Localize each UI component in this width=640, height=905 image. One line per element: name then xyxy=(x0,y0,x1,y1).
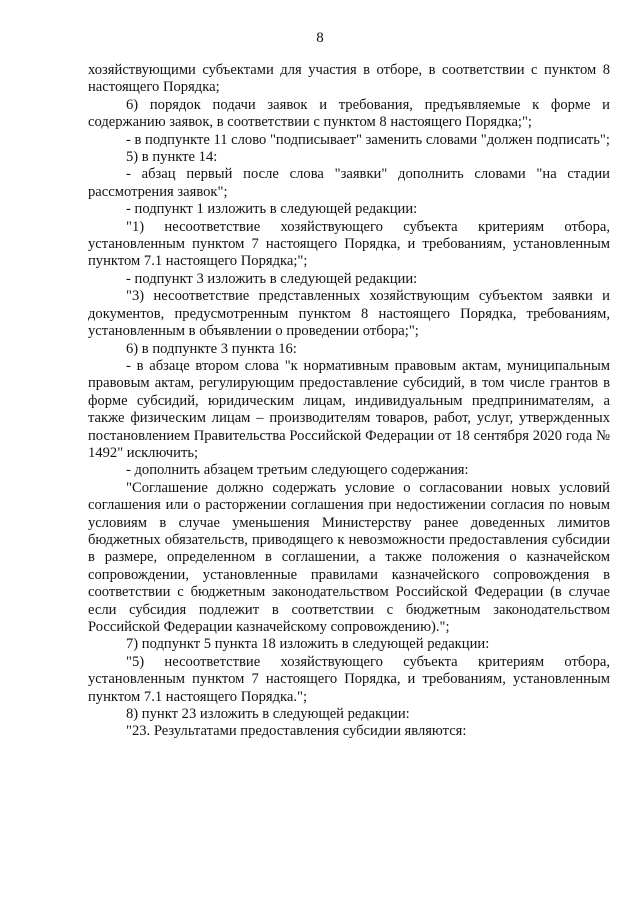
page-number: 8 xyxy=(316,30,324,46)
paragraph-9: "3) несоответствие представленных хозяйствующим субъектом заявки и документов, предусмотренным пунктом 8 настоящего Порядка, требованиям, установленным в объявлении о проведении отбора;"; xyxy=(88,288,610,340)
paragraph-17: "23. Результатами предоставления субсидии являются: xyxy=(126,723,467,740)
paragraph-1: хозяйствующими субъектами для участия в отборе, в соответствии с пунктом 8 настоящего Порядка; xyxy=(88,62,610,96)
paragraph-12: - дополнить абзацем третьим следующего содержания: xyxy=(126,462,469,479)
paragraph-13: "Соглашение должно содержать условие о согласовании новых условий соглашения или о расторжении соглашения при недостижении согласия по новым условиям в случае уменьшения Министерству ранее доведенных лимитов бюджетных обязательств, приводящего к невозможности предоставления субсидии в размере, определенном в соглашении, а также положения о казначейском сопровождении, установленные правилами казначейского сопровождения в соответствии с бюджетным законодательством Российской Федерации (в случае если субсидия подлежит в соответствии с бюджетным законодательством Российской Федерации казначейскому сопровождению)."; xyxy=(88,479,610,635)
paragraph-16: 8) пункт 23 изложить в следующей редакции: xyxy=(126,706,410,723)
paragraph-5: - абзац первый после слова "заявки" дополнить словами "на стадии рассмотрения заявок"; xyxy=(88,166,610,200)
paragraph-15: "5) несоответствие хозяйствующего субъекта критериям отбора, установленным пунктом 7 настоящего Порядка, и требованиям, установленным пунктом 7.1 настоящего Порядка."; xyxy=(88,653,610,705)
paragraph-11: - в абзаце втором слова "к нормативным правовым актам, муниципальным правовым актам, регулирующим предоставление субсидий, в том числе грантов в форме субсидий, юридическим лицам, индивидуальным предпринимателям, а также физическим лицам – производителям товаров, работ, услуг, утвержденных постановлением Правительства Российской Федерации от 18 сентября 2020 года № 1492" исключить; xyxy=(88,357,610,461)
paragraph-6: - подпункт 1 изложить в следующей редакции: xyxy=(126,201,418,218)
paragraph-2: 6) порядок подачи заявок и требования, предъявляемые к форме и содержанию заявок, в соответствии с пунктом 8 настоящего Порядка;"; xyxy=(88,96,610,131)
document-body xyxy=(88,62,610,741)
paragraph-3: - в подпункте 11 слово "подписывает" заменить словами "должен подписать"; xyxy=(126,131,610,148)
paragraph-7: "1) несоответствие хозяйствующего субъекта критериям отбора, установленным пунктом 7 настоящего Порядка, и требованиям, установленным пунктом 7.1 настоящего Порядка;"; xyxy=(88,218,610,270)
paragraph-10: 6) в подпункте 3 пункта 16: xyxy=(126,340,297,357)
paragraph-4: 5) в пункте 14: xyxy=(126,149,218,166)
paragraph-8: - подпункт 3 изложить в следующей редакции: xyxy=(126,270,418,287)
paragraph-14: 7) подпункт 5 пункта 18 изложить в следующей редакции: xyxy=(126,636,490,653)
